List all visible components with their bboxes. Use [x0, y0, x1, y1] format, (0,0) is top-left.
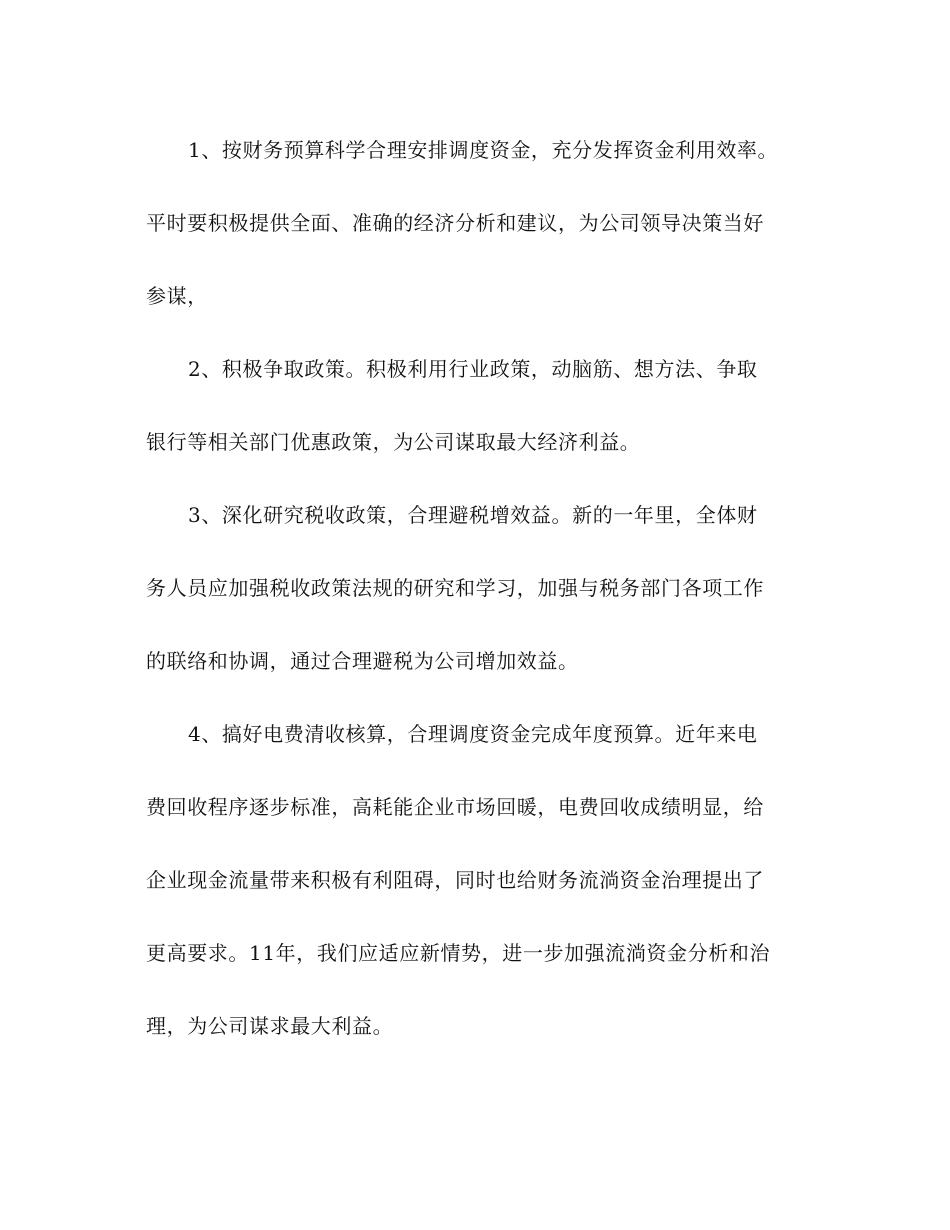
paragraph-line: 的联络和协调，通过合理避税为公司增加效益。	[146, 649, 579, 673]
paragraph-line: 理，为公司谋求最大利益。	[146, 1014, 394, 1038]
paragraph-line: 3、深化研究税收政策，合理避税增效益。新的一年里，全体财	[188, 503, 758, 527]
paragraph-2	[146, 333, 811, 479]
paragraph-line: 1、按财务预算科学合理安排调度资金，充分发挥资金利用效率。	[188, 138, 779, 162]
paragraph-line: 费回收程序逐步标准，高耗能企业市场回暖，电费回收成绩明显，给	[146, 795, 764, 819]
paragraph-line: 4、搞好电费清收核算，合理调度资金完成年度预算。近年来电	[188, 722, 758, 746]
paragraph-line: 银行等相关部门优惠政策，为公司谋取最大经济利益。	[146, 430, 641, 454]
paragraph-1	[146, 114, 811, 333]
paragraph-3	[146, 479, 811, 698]
document-body	[146, 114, 811, 1063]
paragraph-4	[146, 698, 811, 1063]
paragraph-line: 更高要求。11年，我们应适应新情势，进一步加强流淌资金分析和治	[146, 941, 771, 965]
paragraph-line: 平时要积极提供全面、准确的经济分析和建议，为公司领导决策当好	[146, 211, 764, 235]
paragraph-line: 2、积极争取政策。积极利用行业政策，动脑筋、想方法、争取	[188, 357, 758, 381]
paragraph-line: 务人员应加强税收政策法规的研究和学习，加强与税务部门各项工作	[146, 576, 764, 600]
paragraph-line: 参谋，	[146, 284, 208, 308]
paragraph-line: 企业现金流量带来积极有利阻碍，同时也给财务流淌资金治理提出了	[146, 868, 764, 892]
